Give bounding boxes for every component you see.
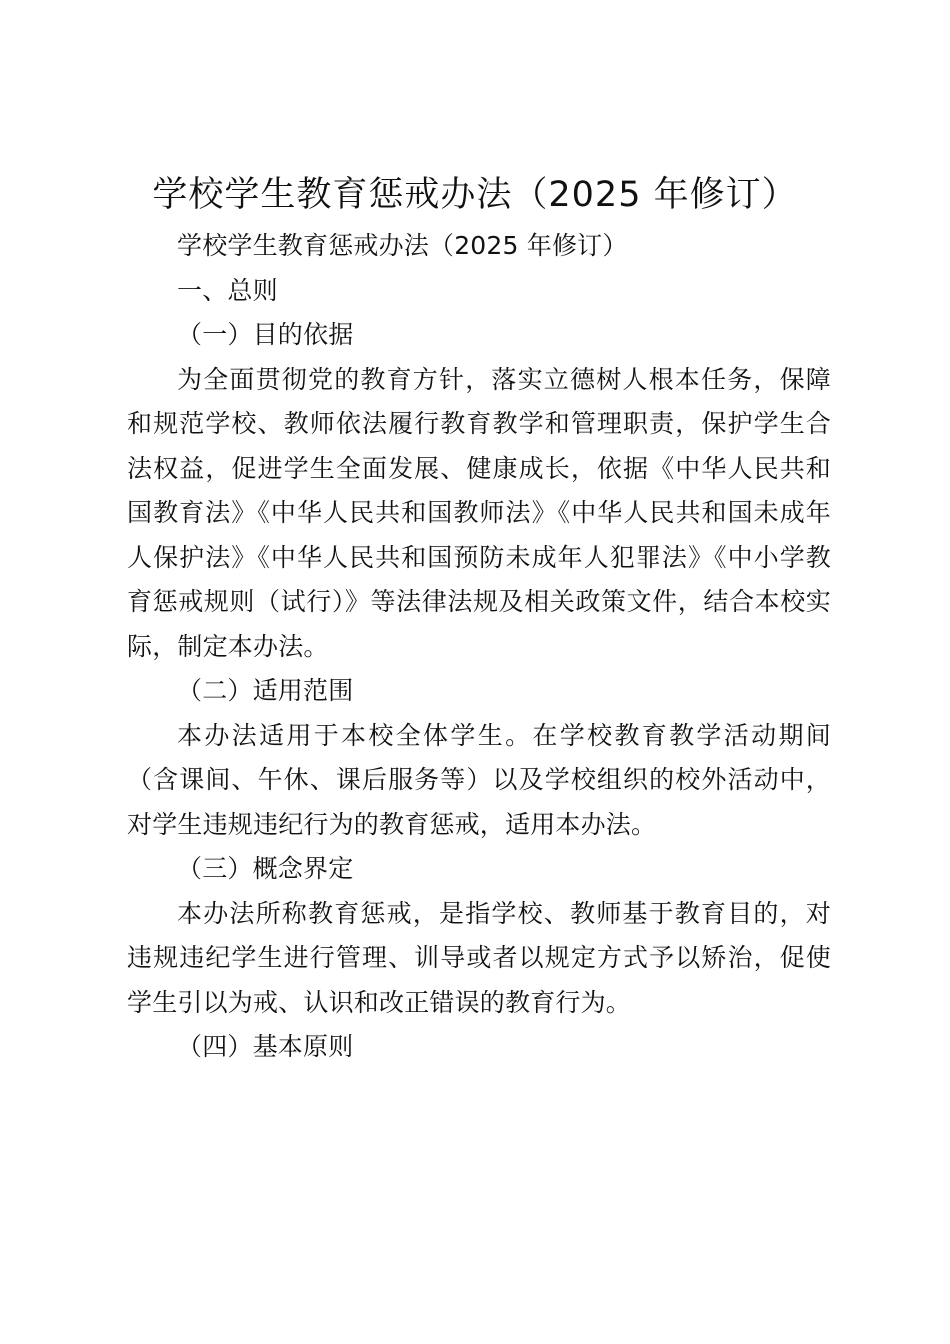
section-heading-general: 一、总则: [177, 275, 278, 305]
subsection-heading-purpose: （一）目的依据: [177, 320, 354, 349]
document-body: [127, 224, 831, 1070]
document-subtitle: 学校学生教育惩戒办法（2025 年修订）: [177, 231, 628, 260]
document-title: 学校学生教育惩戒办法（2025 年修订）: [152, 175, 798, 215]
subsection-heading-definition: （三）概念界定: [177, 854, 354, 883]
paragraph-scope: 本办法适用于本校全体学生。在学校教育教学活动期间（含课间、午休、课后服务等）以及学校组织的校外活动中，对学生违规违纪行为的教育惩戒，适用本办法。: [127, 720, 831, 839]
paragraph-definition: 本办法所称教育惩戒，是指学校、教师基于教育目的，对违规违纪学生进行管理、训导或者以规定方式予以矫治，促使学生引以为戒、认识和改正错误的教育行为。: [127, 898, 831, 1017]
subsection-heading-scope: （二）适用范围: [177, 676, 354, 705]
subsection-heading-principles: （四）基本原则: [177, 1032, 354, 1061]
paragraph-purpose: 为全面贯彻党的教育方针，落实立德树人根本任务，保障和规范学校、教师依法履行教育教学和管理职责，保护学生合法权益，促进学生全面发展、健康成长，依据《中华人民共和国教育法》《中华人民共和国教师法》《中华人民共和国未成年人保护法》《中华人民共和国预防未成年人犯罪法》《中小学教育惩戒规则（试行）》等法律法规及相关政策文件，结合本校实际，制定本办法。: [127, 364, 831, 661]
